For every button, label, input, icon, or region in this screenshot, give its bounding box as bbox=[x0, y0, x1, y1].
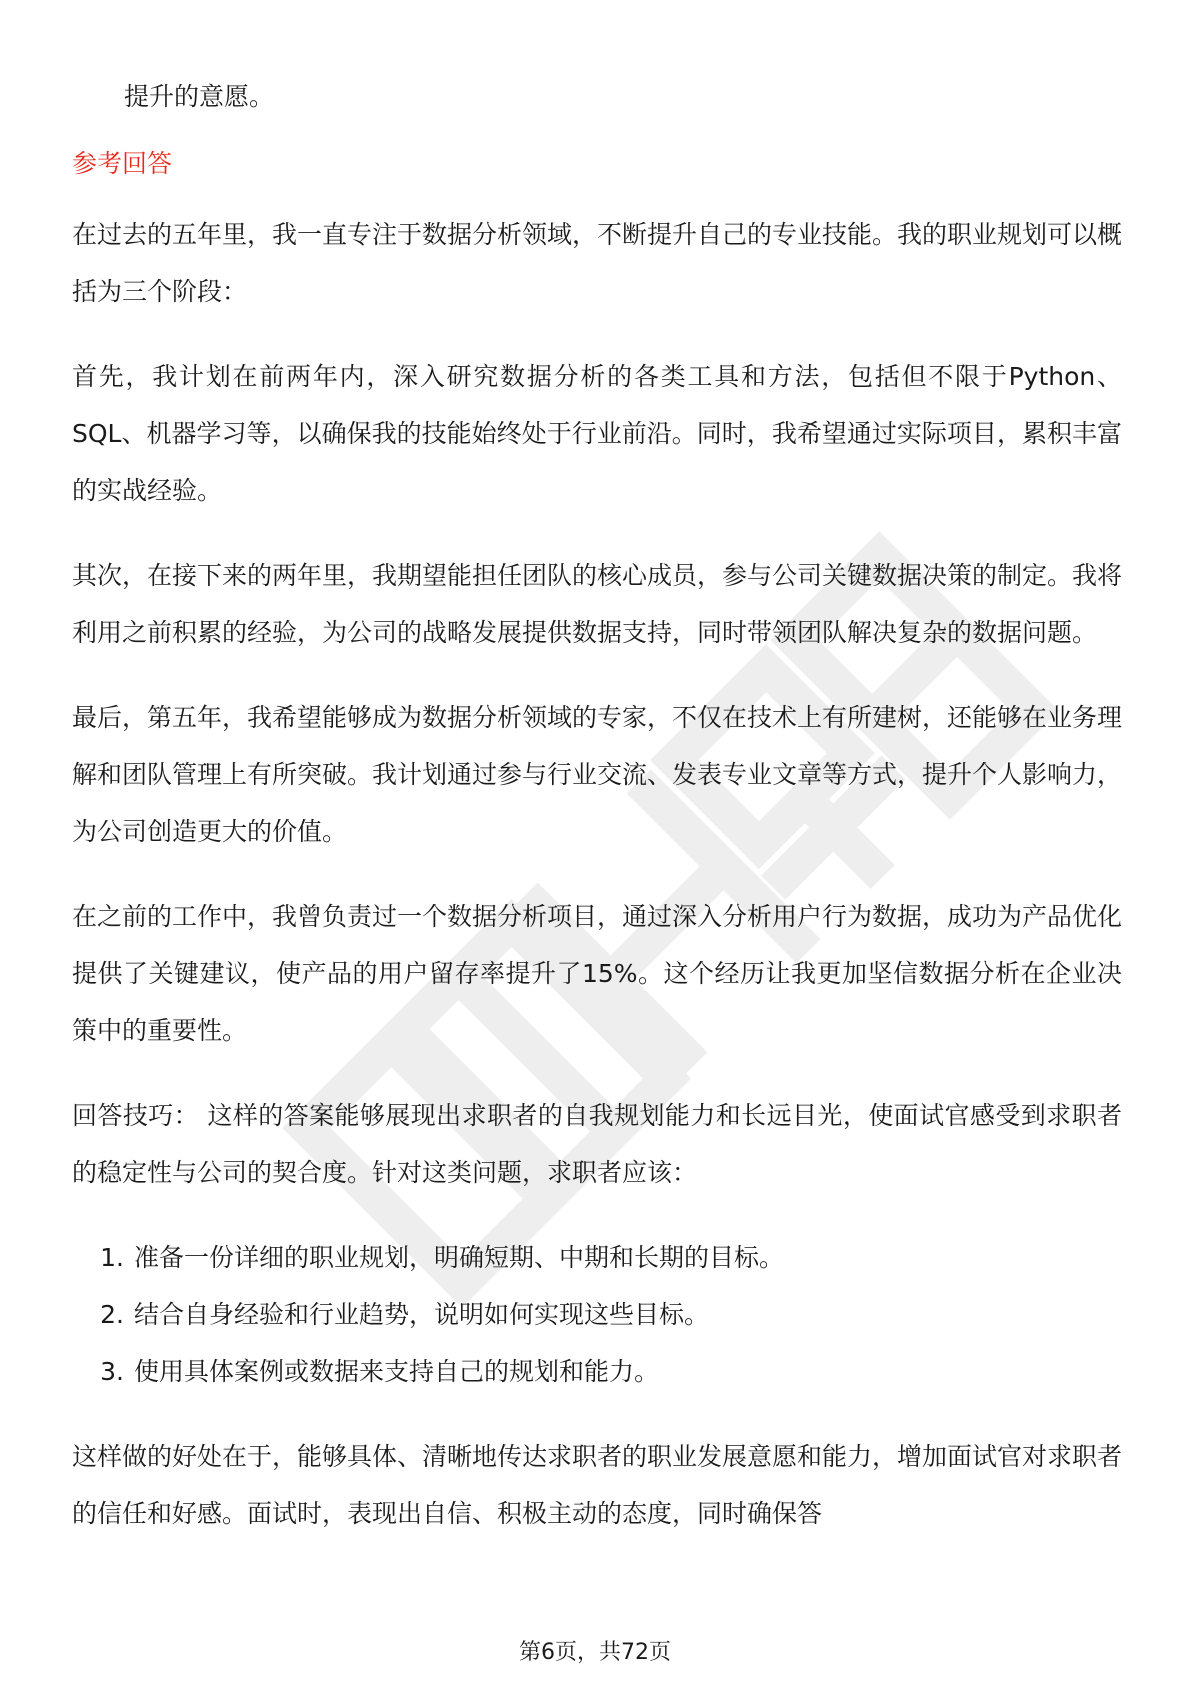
list-item-number: 2. bbox=[100, 1300, 124, 1329]
paragraph-third-stage: 最后，第五年，我希望能够成为数据分析领域的专家，不仅在技术上有所建树，还能够在业务理解和团队管理上有所突破。我计划通过参与行业交流、发表专业文章等方式，提升个人影响力，为公司创造更大的价值。 bbox=[72, 703, 1123, 846]
list-item bbox=[72, 1343, 1122, 1400]
list-item-text: 准备一份详细的职业规划，明确短期、中期和长期的目标。 bbox=[134, 1243, 785, 1272]
document-content bbox=[72, 68, 1122, 1570]
tips-list bbox=[72, 1229, 1122, 1400]
list-item bbox=[72, 1286, 1122, 1343]
paragraph-tips: 回答技巧： 这样的答案能够展现出求职者的自我规划能力和长远目光，使面试官感受到求职者的稳定性与公司的契合度。针对这类问题，求职者应该： bbox=[72, 1101, 1122, 1187]
paragraph-first-stage: 首先，我计划在前两年内，深入研究数据分析的各类工具和方法，包括但不限于Python、SQL、机器学习等，以确保我的技能始终处于行业前沿。同时，我希望通过实际项目，累积丰富的实战经验。 bbox=[72, 362, 1122, 505]
list-item-number: 1. bbox=[100, 1243, 124, 1272]
paragraph-intro: 在过去的五年里，我一直专注于数据分析领域，不断提升自己的专业技能。我的职业规划可以概括为三个阶段： bbox=[72, 220, 1123, 306]
section-title: 参考回答 bbox=[72, 149, 173, 178]
list-item bbox=[72, 1229, 1122, 1286]
list-item-text: 使用具体案例或数据来支持自己的规划和能力。 bbox=[134, 1357, 660, 1386]
list-item-text: 结合自身经验和行业趋势，说明如何实现这些目标。 bbox=[134, 1300, 710, 1329]
paragraph-second-stage: 其次，在接下来的两年里，我期望能担任团队的核心成员，参与公司关键数据决策的制定。我将利用之前积累的经验，为公司的战略发展提供数据支持，同时带领团队解决复杂的数据问题。 bbox=[72, 561, 1123, 647]
paragraph-final: 这样做的好处在于，能够具体、清晰地传达求职者的职业发展意愿和能力，增加面试官对求职者的信任和好感。面试时，表现出自信、积极主动的态度，同时确保答 bbox=[72, 1442, 1123, 1528]
continued-line: 提升的意愿。 bbox=[124, 82, 275, 111]
page-footer: 第6页，共72页 bbox=[519, 1640, 671, 1665]
list-item-number: 3. bbox=[100, 1357, 124, 1386]
paragraph-experience: 在之前的工作中，我曾负责过一个数据分析项目，通过深入分析用户行为数据，成功为产品优化提供了关键建议，使产品的用户留存率提升了15%。这个经历让我更加坚信数据分析在企业决策中的重要性。 bbox=[72, 902, 1123, 1045]
